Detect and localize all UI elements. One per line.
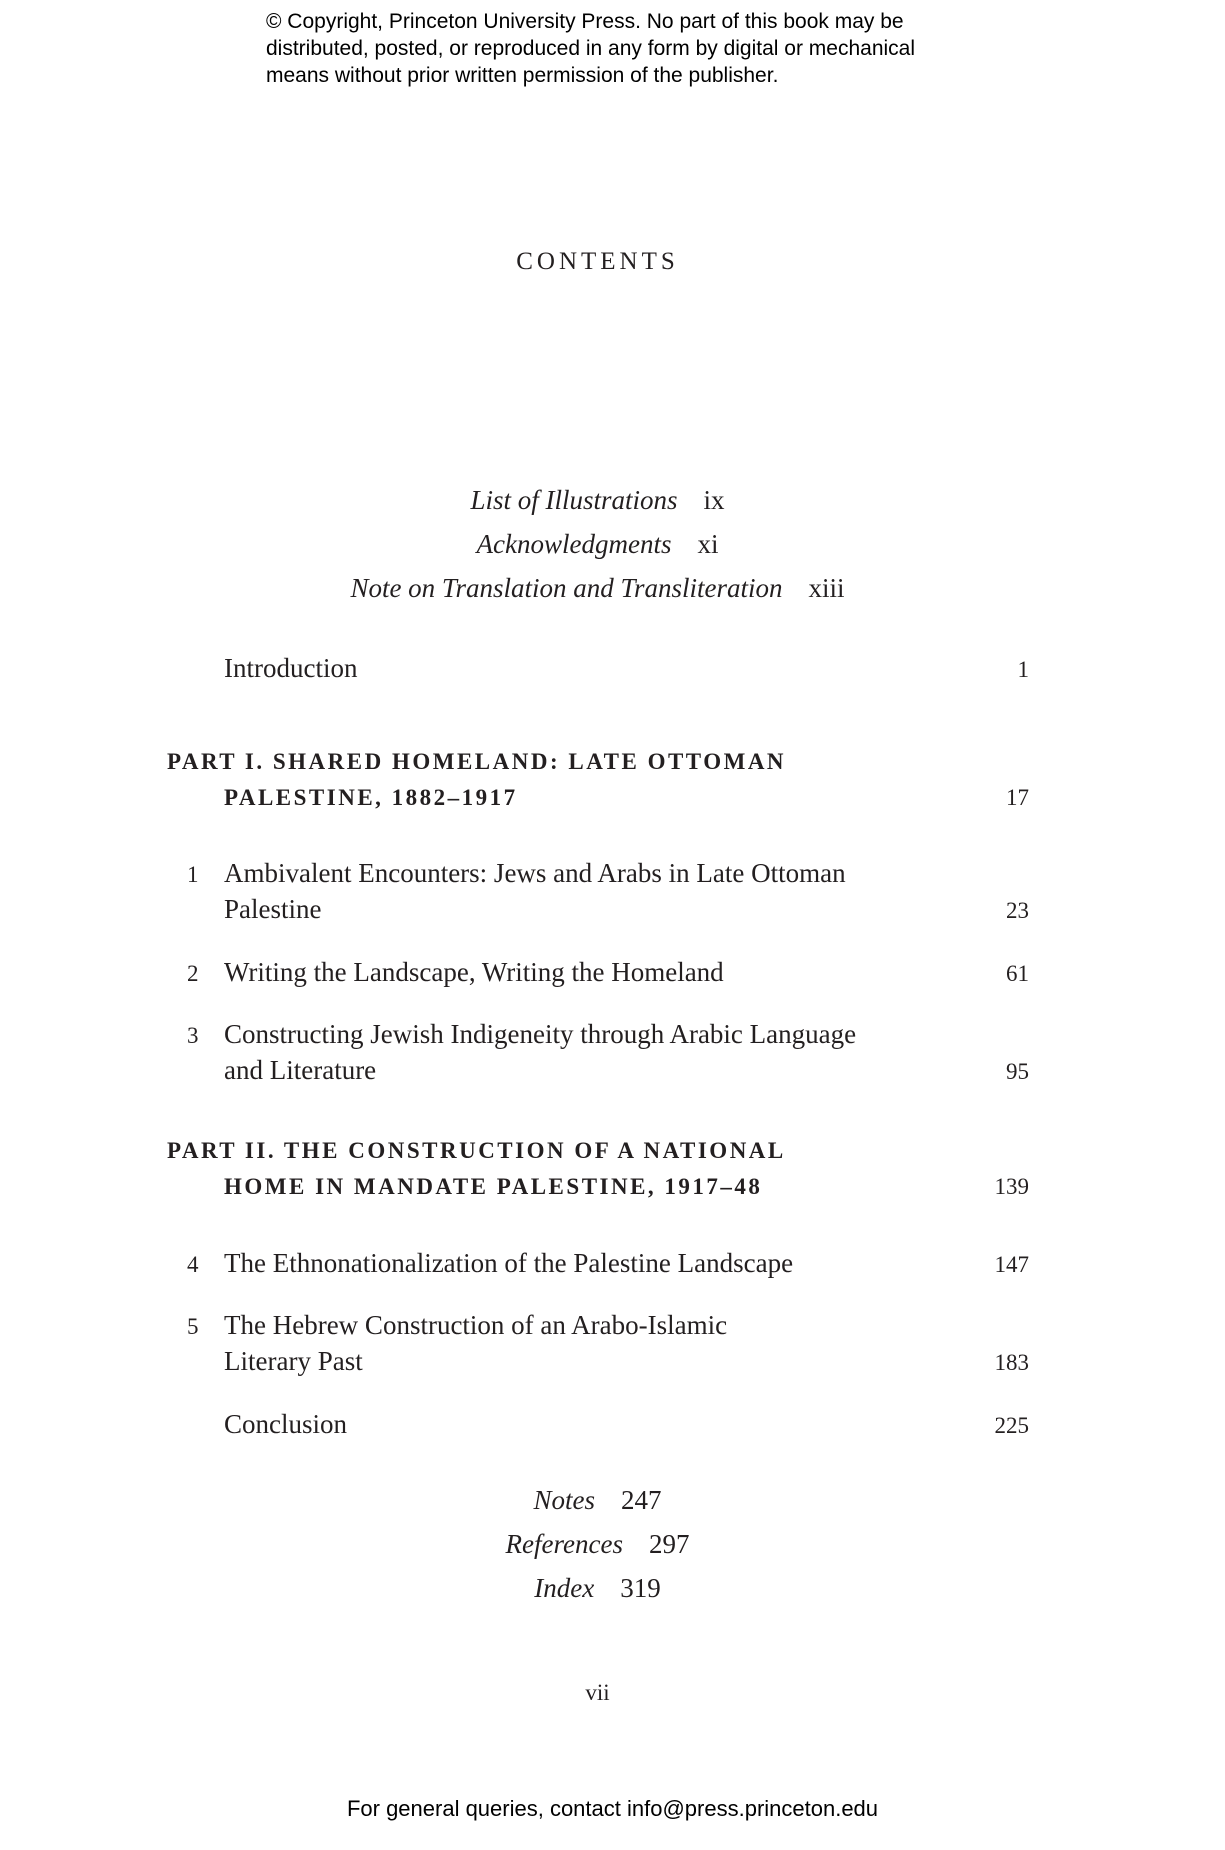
toc-front-item <box>0 485 1195 516</box>
toc-entry-page: 183 <box>994 1350 1029 1375</box>
toc-entry-page: 95 <box>1006 1059 1029 1084</box>
toc-back-page: 297 <box>648 1529 690 1559</box>
part-heading-line: PART II. THE CONSTRUCTION OF A NATIONAL <box>167 1138 786 1163</box>
toc-back-title: Index <box>534 1573 595 1603</box>
part-heading-line: PALESTINE, 1882–1917 <box>224 785 518 810</box>
page-number: vii <box>585 1680 610 1705</box>
toc-entry-page: 17 <box>1006 785 1029 810</box>
chapter-number: 3 <box>187 1023 199 1048</box>
toc-front-title: List of Illustrations <box>470 485 678 515</box>
toc-entry-page: 61 <box>1006 961 1029 986</box>
toc-back-item <box>0 1485 1195 1516</box>
toc-entry-title: Introduction <box>224 653 358 683</box>
toc-entry-title-cont: Literary Past <box>224 1346 363 1376</box>
chapter-number: 1 <box>187 862 199 887</box>
part-heading-line: PART I. SHARED HOMELAND: LATE OTTOMAN <box>167 749 787 774</box>
toc-entry-page: 147 <box>994 1252 1029 1277</box>
toc-front-title: Note on Translation and Transliteration <box>350 573 783 603</box>
toc-front-page: xi <box>697 529 719 559</box>
copyright-line: means without prior written permission of the publisher. <box>266 64 779 87</box>
chapter-number: 4 <box>187 1252 199 1277</box>
toc-back-title: Notes <box>533 1485 595 1515</box>
toc-entry-page: 23 <box>1006 898 1029 923</box>
toc-front-item <box>0 529 1195 560</box>
toc-entry-page: 139 <box>994 1174 1029 1199</box>
toc-back-item <box>0 1573 1195 1604</box>
toc-back-page: 319 <box>620 1573 661 1603</box>
toc-entry-title-cont: and Literature <box>224 1055 377 1085</box>
toc-entry-page: 225 <box>994 1413 1029 1438</box>
page-title: CONTENTS <box>516 248 679 275</box>
toc-back-title: References <box>505 1529 623 1559</box>
chapter-number: 2 <box>187 961 199 986</box>
toc-front-item <box>0 573 1195 604</box>
toc-entry-title: Constructing Jewish Indigeneity through Arabic Language <box>224 1019 857 1049</box>
part-heading-line: HOME IN MANDATE PALESTINE, 1917–48 <box>224 1174 763 1199</box>
toc-front-page: xiii <box>808 573 845 603</box>
copyright-line: distributed, posted, or reproduced in any form by digital or mechanical <box>266 37 916 60</box>
toc-front-page: ix <box>703 485 725 515</box>
toc-front-title: Acknowledgments <box>476 529 672 559</box>
footer-contact: For general queries, contact info@press.princeton.edu <box>346 1796 879 1821</box>
chapter-number: 5 <box>187 1314 199 1339</box>
toc-entry-title-cont: Palestine <box>224 894 322 924</box>
toc-back-item <box>0 1529 1195 1560</box>
toc-entry-page: 1 <box>1017 657 1029 682</box>
toc-entry-title: Conclusion <box>224 1409 348 1439</box>
toc-entry-title: Ambivalent Encounters: Jews and Arabs in Late Ottoman <box>224 858 846 888</box>
copyright-notice <box>266 8 1026 89</box>
toc-entry-title: Writing the Landscape, Writing the Homeland <box>224 957 724 987</box>
toc-entry-title: The Hebrew Construction of an Arabo-Islamic <box>224 1310 728 1340</box>
copyright-line: © Copyright, Princeton University Press. No part of this book may be <box>266 10 904 33</box>
toc-entry-title: The Ethnonationalization of the Palestine Landscape <box>224 1248 794 1278</box>
toc-back-page: 247 <box>621 1485 662 1515</box>
